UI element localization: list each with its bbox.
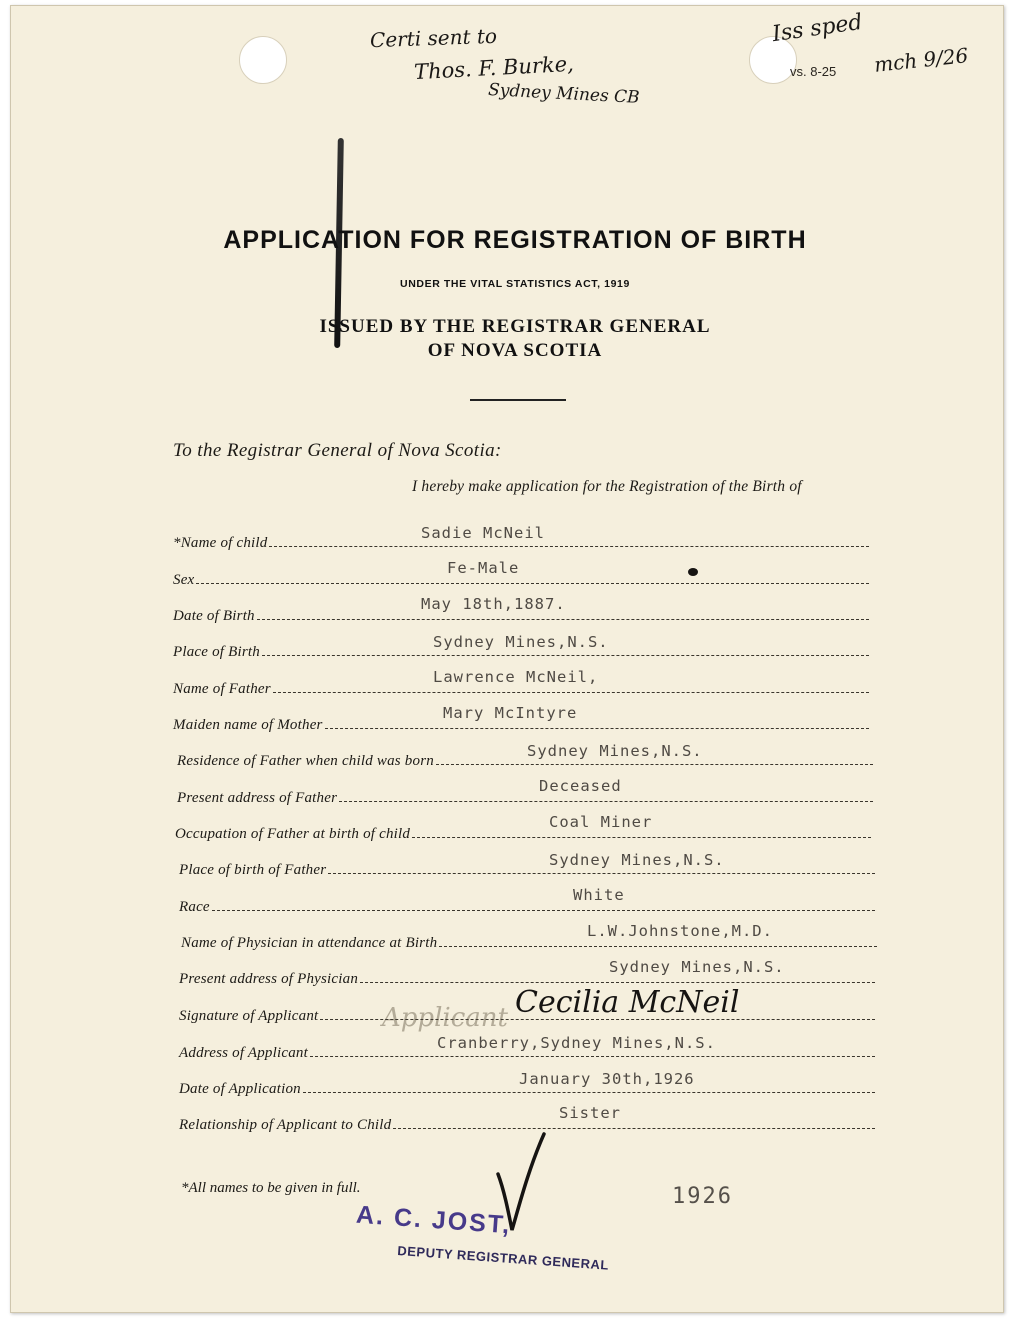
field-line	[303, 1091, 875, 1093]
title-divider	[470, 399, 566, 401]
field-line	[393, 1127, 875, 1129]
field-value: May 18th,1887.	[421, 595, 566, 613]
field-line	[262, 654, 869, 656]
field-present-address-of-father	[177, 777, 873, 807]
field-place-of-birth-of-father	[179, 851, 875, 879]
margin-note-line-2: Thos. F. Burke,	[413, 51, 575, 85]
field-value: Coal Miner	[549, 813, 653, 831]
field-value: Mary McIntyre	[443, 704, 578, 722]
issuer-line-1: ISSUED BY THE REGISTRAR GENERAL	[319, 316, 711, 337]
field-label: Date of Birth	[173, 608, 255, 624]
field-label: Place of Birth	[173, 644, 260, 660]
field-label: Present address of Physician	[179, 971, 359, 987]
field-label: Name of Father	[173, 681, 271, 697]
document-title: APPLICATION FOR REGISTRATION OF BIRTH	[223, 226, 807, 254]
field-line	[360, 981, 875, 983]
faint-signature-label: Applicant	[382, 1003, 508, 1033]
year-stamp: 1926	[672, 1184, 733, 1209]
field-value: L.W.Johnstone,M.D.	[587, 922, 773, 940]
field-label: Relationship of Applicant to Child	[179, 1117, 392, 1133]
issued-note-line-2: mch 9/26	[873, 43, 970, 77]
field-name-of-physician	[181, 922, 877, 952]
field-place-of-birth	[173, 633, 869, 661]
field-value: Sydney Mines,N.S.	[609, 958, 785, 976]
act-subtitle: UNDER THE VITAL STATISTICS ACT, 1919	[400, 278, 630, 290]
margin-note-line-3: Sydney Mines CB	[487, 80, 641, 108]
field-label: *Name of child	[173, 535, 268, 551]
field-line	[310, 1055, 875, 1057]
field-label: Maiden name of Mother	[173, 717, 323, 733]
field-label: Place of birth of Father	[179, 862, 327, 878]
field-label: Sex	[173, 572, 195, 588]
field-value: Sydney Mines,N.S.	[433, 633, 609, 651]
field-label: Signature of Applicant	[179, 1008, 319, 1024]
field-line	[273, 691, 869, 693]
field-value: Sydney Mines,N.S.	[527, 742, 703, 760]
field-line	[196, 582, 869, 584]
field-address-of-applicant	[179, 1034, 875, 1062]
field-value: Sadie McNeil	[421, 524, 545, 542]
footnote: *All names to be given in full.	[181, 1180, 361, 1196]
field-line	[436, 763, 873, 765]
field-date-of-application	[179, 1070, 875, 1098]
punch-hole-left	[239, 36, 287, 84]
field-line	[439, 945, 877, 947]
field-line	[339, 800, 873, 802]
intro-text: I hereby make application for the Registration of the Birth of	[412, 478, 802, 495]
issued-note-line-1: Iss sped	[770, 9, 865, 48]
field-label: Present address of Father	[177, 790, 338, 806]
field-line	[269, 545, 869, 547]
margin-note-line-1: Certi sent to	[369, 23, 498, 53]
field-label: Residence of Father when child was born	[177, 753, 434, 769]
ink-blot	[688, 568, 698, 576]
issuer-line-2: OF NOVA SCOTIA	[427, 340, 603, 361]
field-value: Cranberry,Sydney Mines,N.S.	[437, 1034, 716, 1052]
field-occupation-of-father	[175, 813, 871, 843]
field-name-of-child	[173, 524, 869, 552]
field-label: Name of Physician in attendance at Birth	[181, 935, 438, 951]
field-label: Occupation of Father at birth of child	[175, 826, 411, 842]
field-maiden-name-of-mother	[173, 704, 869, 734]
field-label: Date of Application	[179, 1081, 301, 1097]
field-sex	[173, 559, 869, 589]
field-line	[257, 618, 869, 620]
field-line	[412, 836, 871, 838]
field-value: Sister	[559, 1104, 621, 1122]
field-value: Sydney Mines,N.S.	[549, 851, 725, 869]
issuer-heading	[10, 315, 1010, 363]
registrar-stamp-title: DEPUTY REGISTRAR GENERAL	[396, 1243, 610, 1273]
field-line	[328, 872, 875, 874]
registrar-stamp-name: A. C. JOST,	[355, 1200, 513, 1240]
field-label: Address of Applicant	[179, 1045, 308, 1061]
field-label: Race	[179, 899, 210, 915]
field-residence-of-father	[177, 742, 873, 770]
field-signature-of-applicant	[179, 985, 875, 1025]
field-value: January 30th,1926	[519, 1070, 695, 1088]
field-race	[179, 886, 875, 916]
field-value: White	[573, 886, 625, 904]
field-value: Fe-Male	[447, 559, 520, 577]
field-line	[325, 727, 869, 729]
form-number: vs. 8-25	[790, 64, 837, 79]
field-line	[212, 909, 875, 911]
applicant-signature: Cecilia McNeil	[515, 985, 740, 1020]
field-value: Lawrence McNeil,	[433, 668, 599, 686]
salutation: To the Registrar General of Nova Scotia:	[173, 440, 502, 461]
field-value: Deceased	[539, 777, 622, 795]
field-name-of-father	[173, 668, 869, 698]
field-date-of-birth	[173, 595, 869, 625]
